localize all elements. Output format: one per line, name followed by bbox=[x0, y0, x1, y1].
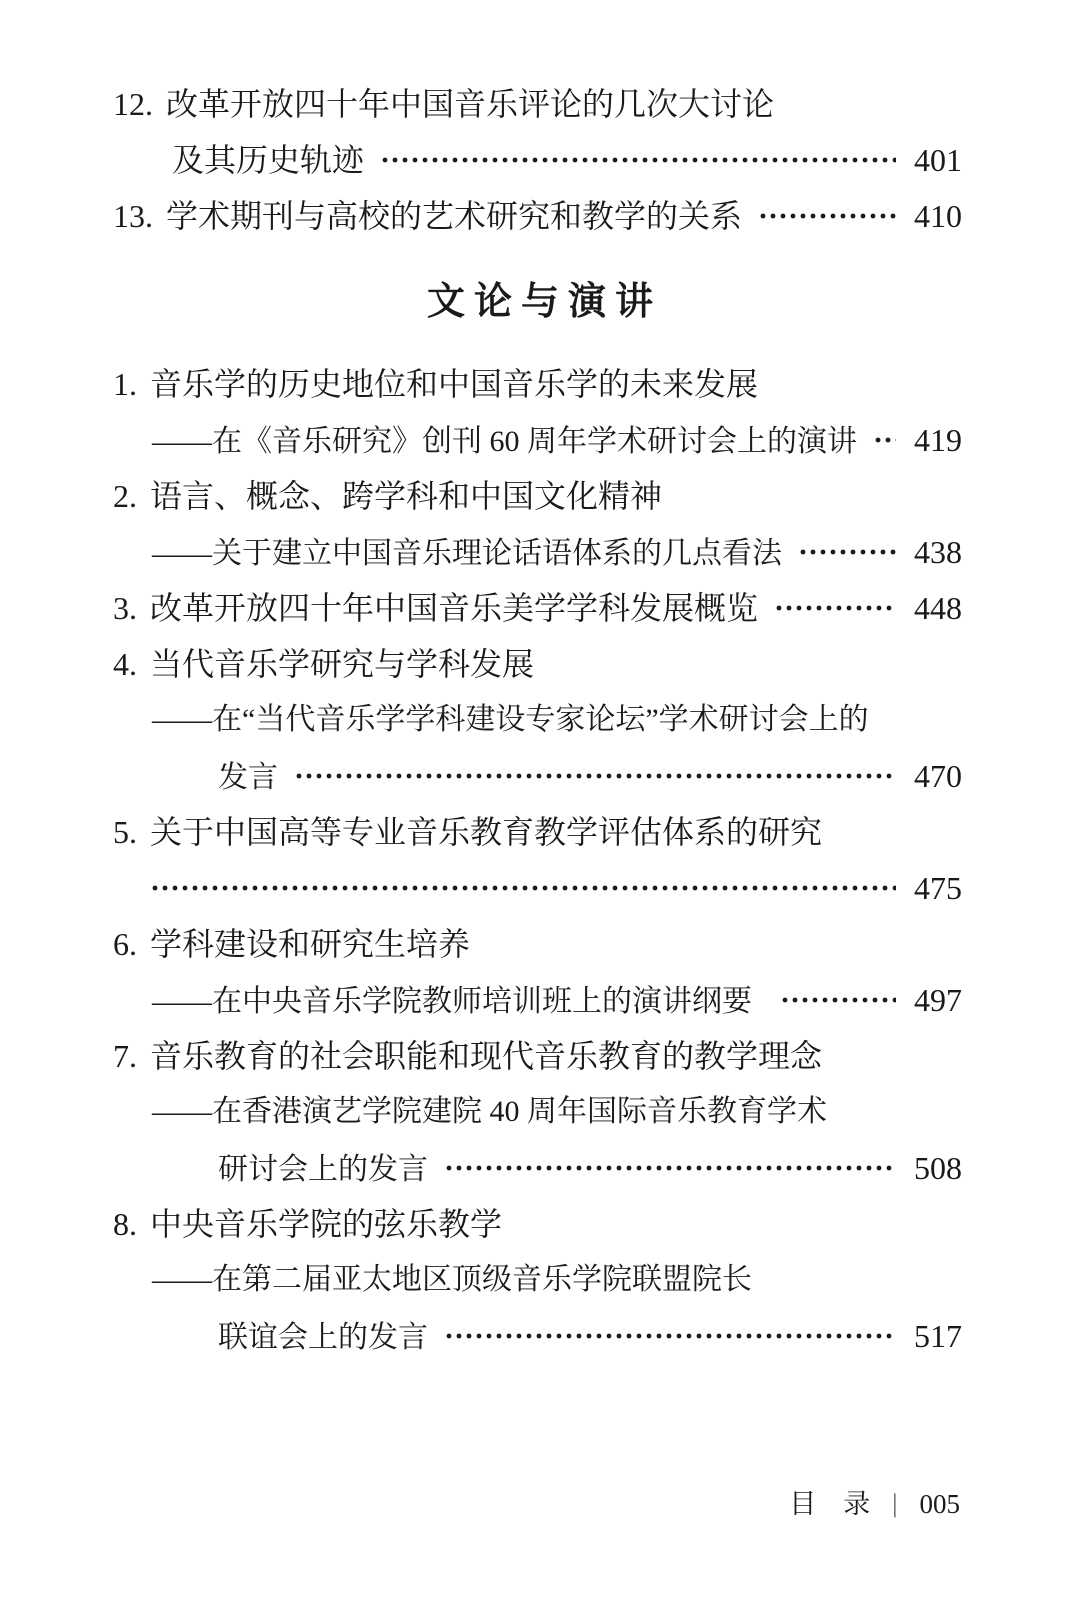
dot-leader bbox=[798, 548, 896, 556]
toc-entry bbox=[0, 188, 1080, 244]
folio-page-number: 005 bbox=[919, 1489, 960, 1519]
entry-title: 中央音乐学院的弦乐教学 bbox=[150, 1206, 503, 1242]
toc-entry-continuation bbox=[0, 132, 1080, 188]
entry-page-number: 517 bbox=[914, 1318, 962, 1354]
toc-entry bbox=[0, 1196, 1080, 1252]
entry-title: 当代音乐学研究与学科发展 bbox=[150, 646, 535, 682]
entry-title: 学科建设和研究生培养 bbox=[150, 926, 471, 962]
entry-number: 13. bbox=[113, 198, 153, 234]
subtitle-continuation: 联谊会上的发言 bbox=[218, 1321, 428, 1354]
subtitle-line: ——在第二届亚太地区顶级音乐学院联盟院长 bbox=[152, 1263, 752, 1296]
toc-entry-continuation bbox=[0, 1308, 1080, 1364]
toc-entry-subtitle bbox=[0, 1252, 1080, 1308]
entry-page-number: 438 bbox=[914, 534, 962, 570]
toc-entry-continuation bbox=[0, 1140, 1080, 1196]
dot-leader bbox=[873, 436, 896, 444]
toc-entry bbox=[0, 468, 1080, 524]
dot-leader bbox=[758, 212, 896, 220]
entry-page-number: 448 bbox=[914, 590, 962, 626]
entry-title: 音乐教育的社会职能和现代音乐教育的教学理念 bbox=[150, 1038, 823, 1074]
entry-page-number: 410 bbox=[914, 198, 962, 234]
entry-number: 6. bbox=[113, 926, 137, 962]
entry-page-number: 419 bbox=[914, 422, 962, 458]
toc-entry bbox=[0, 804, 1080, 860]
footer-section-label: 目 录 bbox=[789, 1489, 871, 1519]
entry-title: 改革开放四十年中国音乐评论的几次大讨论 bbox=[166, 86, 775, 122]
subtitle-line: ——在“当代音乐学学科建设专家论坛”学术研讨会上的 bbox=[152, 703, 869, 736]
entry-title: 音乐学的历史地位和中国音乐学的未来发展 bbox=[150, 366, 759, 402]
toc-entry bbox=[0, 1028, 1080, 1084]
subtitle-line: ——在中央音乐学院教师培训班上的演讲纲要 bbox=[152, 985, 752, 1018]
entry-page-number: 497 bbox=[914, 982, 962, 1018]
entry-number: 12. bbox=[113, 86, 153, 122]
section-title: 文论与演讲 bbox=[426, 281, 662, 323]
entry-title: 改革开放四十年中国音乐美学学科发展概览 bbox=[150, 590, 759, 626]
toc-entry bbox=[0, 580, 1080, 636]
subtitle-line: ——关于建立中国音乐理论话语体系的几点看法 bbox=[152, 537, 782, 570]
subtitle-continuation: 发言 bbox=[218, 761, 278, 794]
toc-entry-subtitle bbox=[0, 412, 1080, 468]
dot-leader bbox=[380, 156, 896, 164]
subtitle-continuation: 研讨会上的发言 bbox=[218, 1153, 428, 1186]
toc-entry-subtitle bbox=[0, 692, 1080, 748]
toc-entry-subtitle bbox=[0, 972, 1080, 1028]
page-footer bbox=[789, 1482, 960, 1526]
entry-title: 关于中国高等专业音乐教育教学评估体系的研究 bbox=[150, 814, 823, 850]
entry-page-number: 508 bbox=[914, 1150, 962, 1186]
footer-separator: | bbox=[892, 1489, 898, 1518]
dot-leader bbox=[294, 772, 896, 780]
entry-number: 3. bbox=[113, 590, 137, 626]
dot-leader bbox=[150, 884, 896, 892]
dot-leader bbox=[780, 996, 896, 1004]
toc-entry bbox=[0, 356, 1080, 412]
dot-leader bbox=[774, 604, 896, 612]
entry-title-continuation: 及其历史轨迹 bbox=[172, 142, 365, 178]
entry-number: 1. bbox=[113, 366, 137, 402]
subtitle-line: ——在香港演艺学院建院 40 周年国际音乐教育学术 bbox=[152, 1095, 827, 1128]
entry-number: 5. bbox=[113, 814, 137, 850]
dot-leader bbox=[444, 1164, 896, 1172]
entry-title: 语言、概念、跨学科和中国文化精神 bbox=[150, 478, 663, 514]
toc-entry bbox=[0, 76, 1080, 132]
toc-entry-subtitle bbox=[0, 524, 1080, 580]
entry-page-number: 401 bbox=[914, 142, 962, 178]
entry-title: 学术期刊与高校的艺术研究和教学的关系 bbox=[166, 198, 743, 234]
toc-entry-subtitle bbox=[0, 1084, 1080, 1140]
toc-entry-continuation bbox=[0, 748, 1080, 804]
dot-leader bbox=[444, 1332, 896, 1340]
entry-page-number: 470 bbox=[914, 758, 962, 794]
subtitle-line: ——在《音乐研究》创刊 60 周年学术研讨会上的演讲 bbox=[152, 425, 857, 458]
entry-number: 8. bbox=[113, 1206, 137, 1242]
entry-number: 4. bbox=[113, 646, 137, 682]
toc-entry bbox=[0, 636, 1080, 692]
toc-entry-continuation bbox=[0, 860, 1080, 916]
toc-entry bbox=[0, 916, 1080, 972]
entry-page-number: 475 bbox=[914, 870, 962, 906]
entry-number: 7. bbox=[113, 1038, 137, 1074]
entry-number: 2. bbox=[113, 478, 137, 514]
